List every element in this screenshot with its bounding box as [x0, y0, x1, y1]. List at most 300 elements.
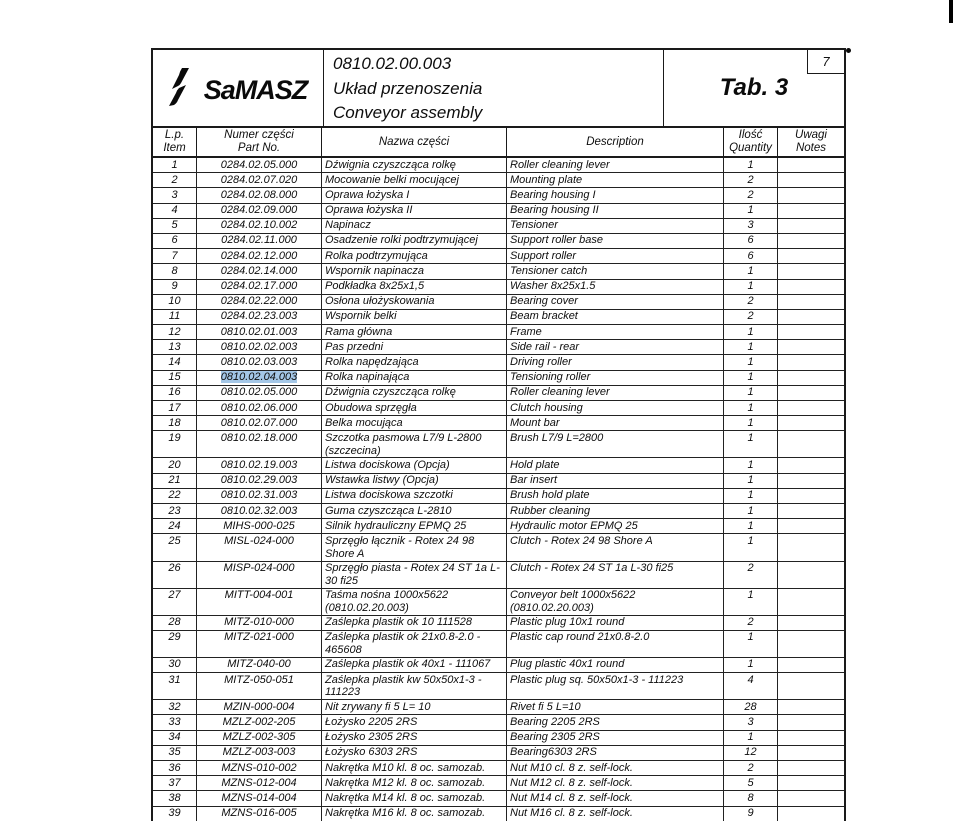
cell-description-english: Plastic plug 10x1 round: [507, 616, 724, 630]
cell-description-english: Nut M16 cl. 8 z. self-lock.: [507, 807, 724, 821]
table-row: [153, 371, 844, 386]
cell-notes: [778, 340, 844, 354]
cell-description-english: Bar insert: [507, 474, 724, 488]
cell-item-number: 12: [153, 325, 197, 339]
part-number-text: MZIN-000-004: [223, 700, 295, 713]
cell-name-polish: Łożysko 2205 2RS: [322, 715, 507, 729]
part-number-text: 0810.02.18.000: [220, 431, 298, 444]
cell-quantity: 1: [724, 589, 778, 615]
cell-quantity: 1: [724, 534, 778, 560]
part-number-text: 0810.02.03.003: [220, 355, 298, 368]
cell-item-number: 38: [153, 791, 197, 805]
table-row: [153, 807, 844, 821]
cell-part-number: [197, 204, 322, 218]
cell-item-number: 2: [153, 173, 197, 187]
cell-name-polish: Wstawka listwy (Opcja): [322, 474, 507, 488]
cell-notes: [778, 280, 844, 294]
cell-notes: [778, 776, 844, 790]
cell-name-polish: Listwa dociskowa szczotki: [322, 489, 507, 503]
table-row: [153, 280, 844, 295]
cell-name-polish: Szczotka pasmowa L7/9 L-2800 (szczecina): [322, 431, 507, 457]
column-header-part-no: [197, 128, 322, 156]
table-row: [153, 489, 844, 504]
cell-quantity: 1: [724, 458, 778, 472]
cell-item-number: 1: [153, 158, 197, 172]
table-row: [153, 776, 844, 791]
cell-name-polish: Taśma nośna 1000x5622 (0810.02.20.003): [322, 589, 507, 615]
cell-quantity: 1: [724, 519, 778, 533]
cell-part-number: [197, 776, 322, 790]
column-header-part-pl: Numer części: [224, 129, 294, 141]
table-row: [153, 700, 844, 715]
part-number-text: MIHS-000-025: [223, 519, 295, 532]
cell-description-english: Mounting plate: [507, 173, 724, 187]
cell-notes: [778, 249, 844, 263]
cell-name-polish: Nakrętka M16 kl. 8 oc. samozab.: [322, 807, 507, 821]
cell-name-polish: Rolka podtrzymująca: [322, 249, 507, 263]
assembly-title-english: Conveyor assembly: [333, 103, 483, 123]
part-number-text: 0810.02.07.000: [220, 416, 298, 429]
cell-name-polish: Osłona ułożyskowania: [322, 295, 507, 309]
cell-description-english: Plug plastic 40x1 round: [507, 658, 724, 672]
selected-part-number[interactable]: 0810.02.04.003: [220, 371, 298, 384]
cell-notes: [778, 204, 844, 218]
cell-quantity: 6: [724, 234, 778, 248]
cell-part-number: [197, 173, 322, 187]
cell-part-number: [197, 295, 322, 309]
cell-description-english: Tensioner: [507, 219, 724, 233]
column-header-item-en: Item: [163, 142, 186, 154]
part-number-text: 0810.02.29.003: [220, 474, 298, 487]
part-number-text: MISL-024-000: [224, 534, 294, 547]
cell-part-number: [197, 355, 322, 369]
cell-item-number: 24: [153, 519, 197, 533]
cell-notes: [778, 791, 844, 805]
cell-item-number: 19: [153, 431, 197, 457]
cell-description-english: Rivet fi 5 L=10: [507, 700, 724, 714]
cell-quantity: 1: [724, 371, 778, 385]
cell-part-number: [197, 616, 322, 630]
part-number-text: MITT-004-001: [224, 589, 294, 602]
cell-item-number: 6: [153, 234, 197, 248]
cell-quantity: 1: [724, 340, 778, 354]
cell-part-number: [197, 249, 322, 263]
cell-part-number: [197, 700, 322, 714]
table-row: [153, 355, 844, 370]
cell-quantity: 1: [724, 658, 778, 672]
part-number-text: 0284.02.05.000: [220, 158, 298, 171]
cell-name-polish: Dźwignia czyszcząca rolkę: [322, 386, 507, 400]
cell-name-polish: Sprzęgło piasta - Rotex 24 ST 1a L-30 fi25: [322, 562, 507, 588]
cell-part-number: [197, 761, 322, 775]
column-header-notes: [778, 128, 844, 156]
logo-wordmark: SaMASZ: [203, 74, 308, 105]
part-number-text: 0284.02.22.000: [220, 295, 298, 308]
cell-notes: [778, 761, 844, 775]
cell-notes: [778, 401, 844, 415]
cell-part-number: [197, 234, 322, 248]
cell-name-polish: Rolka napinająca: [322, 371, 507, 385]
cell-item-number: 27: [153, 589, 197, 615]
column-header-notes-pl: Uwagi: [795, 129, 827, 141]
cell-part-number: [197, 504, 322, 518]
cell-notes: [778, 519, 844, 533]
cell-description-english: Hold plate: [507, 458, 724, 472]
cell-part-number: [197, 416, 322, 430]
cell-part-number: [197, 371, 322, 385]
table-row: [153, 295, 844, 310]
cell-description-english: Plastic cap round 21x0.8-2.0: [507, 631, 724, 657]
cell-item-number: 35: [153, 746, 197, 760]
cell-notes: [778, 562, 844, 588]
cell-description-english: Bearing6303 2RS: [507, 746, 724, 760]
cell-quantity: 2: [724, 616, 778, 630]
cell-item-number: 36: [153, 761, 197, 775]
cell-item-number: 29: [153, 631, 197, 657]
cell-part-number: [197, 219, 322, 233]
cell-quantity: 2: [724, 562, 778, 588]
cell-name-polish: Łożysko 2305 2RS: [322, 731, 507, 745]
part-number-text: 0284.02.10.002: [220, 219, 298, 232]
part-number-text: MZLZ-002-305: [222, 731, 296, 744]
cell-item-number: 17: [153, 401, 197, 415]
cell-part-number: [197, 519, 322, 533]
cell-name-polish: Listwa dociskowa (Opcja): [322, 458, 507, 472]
table-row: [153, 431, 844, 458]
cell-name-polish: Zaślepka plastik ok 10 111528: [322, 616, 507, 630]
cell-name-polish: Osadzenie rolki podtrzymującej: [322, 234, 507, 248]
cell-part-number: [197, 431, 322, 457]
cell-part-number: [197, 589, 322, 615]
cell-part-number: [197, 280, 322, 294]
cell-description-english: Tensioning roller: [507, 371, 724, 385]
cell-name-polish: Silnik hydrauliczny EPMQ 25: [322, 519, 507, 533]
cell-quantity: 2: [724, 188, 778, 202]
column-header-qty-en: Quantity: [729, 142, 772, 154]
table-row: [153, 416, 844, 431]
cell-description-english: Side rail - rear: [507, 340, 724, 354]
cell-quantity: 1: [724, 731, 778, 745]
table-row: [153, 401, 844, 416]
parts-table-body: [153, 158, 844, 821]
cell-quantity: 2: [724, 761, 778, 775]
cell-name-polish: Napinacz: [322, 219, 507, 233]
cell-description-english: Tensioner catch: [507, 264, 724, 278]
cell-item-number: 21: [153, 474, 197, 488]
cell-description-english: Plastic plug sq. 50x50x1-3 - 111223: [507, 673, 724, 699]
cell-notes: [778, 386, 844, 400]
part-number-text: MISP-024-000: [223, 562, 295, 574]
part-number-text: MITZ-021-000: [224, 631, 294, 644]
cell-part-number: [197, 340, 322, 354]
cell-notes: [778, 458, 844, 472]
column-header-description-en: Description: [586, 135, 644, 148]
cell-notes: [778, 416, 844, 430]
cell-part-number: [197, 188, 322, 202]
cell-description-english: Bearing cover: [507, 295, 724, 309]
cell-description-english: Hydraulic motor EPMQ 25: [507, 519, 724, 533]
cell-quantity: 2: [724, 295, 778, 309]
table-row: [153, 761, 844, 776]
cell-item-number: 18: [153, 416, 197, 430]
cell-quantity: 5: [724, 776, 778, 790]
table-row: [153, 519, 844, 534]
part-number-text: MZNS-010-002: [221, 761, 297, 774]
cell-notes: [778, 219, 844, 233]
part-number-text: MZNS-016-005: [221, 807, 297, 820]
cell-name-polish: Obudowa sprzęgła: [322, 401, 507, 415]
cell-part-number: [197, 401, 322, 415]
table-row: [153, 658, 844, 673]
cell-name-polish: Sprzęgło łącznik - Rotex 24 98 Shore A: [322, 534, 507, 560]
cell-name-polish: Dźwignia czyszcząca rolkę: [322, 158, 507, 172]
cell-notes: [778, 700, 844, 714]
part-number-text: 0810.02.19.003: [220, 458, 298, 471]
cell-quantity: 6: [724, 249, 778, 263]
cell-notes: [778, 504, 844, 518]
cell-part-number: [197, 673, 322, 699]
cell-name-polish: Guma czyszcząca L-2810: [322, 504, 507, 518]
cell-description-english: Washer 8x25x1.5: [507, 280, 724, 294]
part-number-text: 0810.02.06.000: [220, 401, 298, 414]
cell-notes: [778, 264, 844, 278]
cell-notes: [778, 631, 844, 657]
cell-description-english: Clutch housing: [507, 401, 724, 415]
cell-name-polish: Zaślepka plastik kw 50x50x1-3 - 111223: [322, 673, 507, 699]
cell-notes: [778, 746, 844, 760]
table-row: [153, 715, 844, 730]
part-number-text: 0284.02.12.000: [220, 249, 298, 262]
cell-quantity: 1: [724, 204, 778, 218]
table-row: [153, 310, 844, 325]
cell-part-number: [197, 746, 322, 760]
cell-notes: [778, 371, 844, 385]
cell-part-number: [197, 458, 322, 472]
column-header-item-pl: L.p.: [164, 129, 185, 141]
cell-quantity: 1: [724, 489, 778, 503]
column-header-qty-pl: Ilość: [738, 129, 763, 141]
cell-name-polish: Pas przedni: [322, 340, 507, 354]
cell-quantity: 1: [724, 325, 778, 339]
column-header-row: [153, 128, 844, 158]
part-number-text: 0810.02.05.000: [220, 386, 298, 399]
cell-item-number: 11: [153, 310, 197, 324]
cell-notes: [778, 295, 844, 309]
table-row: [153, 673, 844, 700]
cell-notes: [778, 355, 844, 369]
part-number-text: 0284.02.23.003: [220, 310, 298, 323]
part-number-text: 0284.02.09.000: [220, 204, 298, 217]
cell-item-number: 7: [153, 249, 197, 263]
cell-description-english: Nut M14 cl. 8 z. self-lock.: [507, 791, 724, 805]
part-number-text: MITZ-010-000: [224, 616, 294, 629]
table-row: [153, 173, 844, 188]
assembly-title-polish: Układ przenoszenia: [333, 78, 483, 98]
part-number-text: MITZ-040-00: [227, 658, 291, 671]
column-header-part-en: Part No.: [237, 142, 281, 154]
table-row: [153, 746, 844, 761]
cell-item-number: 37: [153, 776, 197, 790]
cell-quantity: 1: [724, 631, 778, 657]
cell-name-polish: Zaślepka plastik ok 21x0.8-2.0 - 465608: [322, 631, 507, 657]
cell-name-polish: Oprawa łożyska II: [322, 204, 507, 218]
cell-quantity: 3: [724, 715, 778, 729]
cell-name-polish: Wspornik belki: [322, 310, 507, 324]
cell-notes: [778, 325, 844, 339]
table-title-band: [153, 50, 844, 128]
cell-description-english: Bearing 2305 2RS: [507, 731, 724, 745]
cell-item-number: 22: [153, 489, 197, 503]
cell-quantity: 1: [724, 416, 778, 430]
cell-item-number: 9: [153, 280, 197, 294]
cell-notes: [778, 234, 844, 248]
cell-description-english: Brush L7/9 L=2800: [507, 431, 724, 457]
cell-notes: [778, 731, 844, 745]
cell-item-number: 15: [153, 371, 197, 385]
part-number-text: MZLZ-002-205: [222, 715, 296, 728]
cell-notes: [778, 474, 844, 488]
cell-part-number: [197, 474, 322, 488]
column-header-name-pl: Nazwa części: [378, 135, 450, 148]
cell-item-number: 28: [153, 616, 197, 630]
cell-item-number: 13: [153, 340, 197, 354]
table-row: [153, 340, 844, 355]
cell-item-number: 16: [153, 386, 197, 400]
cell-item-number: 3: [153, 188, 197, 202]
cell-description-english: Brush hold plate: [507, 489, 724, 503]
column-header-notes-en: Notes: [795, 142, 827, 154]
page-number-box: 7: [807, 50, 844, 74]
cell-notes: [778, 310, 844, 324]
part-number-text: 0810.02.32.003: [220, 504, 298, 517]
cell-name-polish: Wspornik napinacza: [322, 264, 507, 278]
table-row: [153, 562, 844, 589]
cell-quantity: 2: [724, 173, 778, 187]
cell-part-number: [197, 386, 322, 400]
cell-name-polish: Nakrętka M12 kl. 8 oc. samozab.: [322, 776, 507, 790]
cell-notes: [778, 673, 844, 699]
cell-quantity: 4: [724, 673, 778, 699]
part-number-text: MZNS-014-004: [221, 791, 297, 804]
cell-quantity: 3: [724, 219, 778, 233]
table-row: [153, 474, 844, 489]
cell-part-number: [197, 807, 322, 821]
table-row: [153, 264, 844, 279]
cell-description-english: Support roller: [507, 249, 724, 263]
table-row: [153, 158, 844, 173]
part-number-text: MZLZ-003-003: [222, 746, 296, 759]
cell-notes: [778, 616, 844, 630]
part-number-text: MZNS-012-004: [221, 776, 297, 789]
cell-item-number: 34: [153, 731, 197, 745]
table-row: [153, 631, 844, 658]
column-header-quantity: [724, 128, 778, 156]
cell-description-english: Frame: [507, 325, 724, 339]
table-row: [153, 325, 844, 340]
cell-quantity: 9: [724, 807, 778, 821]
cell-part-number: [197, 731, 322, 745]
cell-quantity: 8: [724, 791, 778, 805]
cell-description-english: Clutch - Rotex 24 98 Shore A: [507, 534, 724, 560]
cell-quantity: 1: [724, 401, 778, 415]
cell-item-number: 26: [153, 562, 197, 588]
cell-item-number: 25: [153, 534, 197, 560]
column-header-description: [507, 128, 724, 156]
document-number: 0810.02.00.003: [333, 54, 452, 74]
cell-item-number: 31: [153, 673, 197, 699]
cell-description-english: Conveyor belt 1000x5622 (0810.02.20.003): [507, 589, 724, 615]
cell-item-number: 33: [153, 715, 197, 729]
cell-name-polish: Belka mocująca: [322, 416, 507, 430]
cell-part-number: [197, 791, 322, 805]
part-number-text: 0810.02.01.003: [220, 325, 298, 338]
cell-name-polish: Nit zrywany fi 5 L= 10: [322, 700, 507, 714]
cell-quantity: 1: [724, 504, 778, 518]
cell-notes: [778, 715, 844, 729]
part-number-text: MITZ-050-051: [224, 673, 294, 686]
cell-name-polish: Rolka napędzająca: [322, 355, 507, 369]
screen-edge-artifact: [949, 0, 953, 23]
cell-description-english: Clutch - Rotex 24 ST 1a L-30 fi25: [507, 562, 724, 588]
cell-item-number: 32: [153, 700, 197, 714]
cell-item-number: 20: [153, 458, 197, 472]
cell-name-polish: Rama główna: [322, 325, 507, 339]
cell-notes: [778, 188, 844, 202]
column-header-item: [153, 128, 197, 156]
part-number-text: 0284.02.17.000: [220, 280, 298, 292]
table-row: [153, 204, 844, 219]
cell-part-number: [197, 158, 322, 172]
cell-quantity: 1: [724, 474, 778, 488]
table-row: [153, 791, 844, 806]
table-row: [153, 188, 844, 203]
table-row: [153, 234, 844, 249]
cell-name-polish: Podkładka 8x25x1,5: [322, 280, 507, 294]
cell-description-english: Nut M10 cl. 8 z. self-lock.: [507, 761, 724, 775]
title-cell: [324, 50, 664, 126]
cell-description-english: Nut M12 cl. 8 z. self-lock.: [507, 776, 724, 790]
cell-notes: [778, 534, 844, 560]
cell-name-polish: Nakrętka M10 kl. 8 oc. samozab.: [322, 761, 507, 775]
part-number-text: 0810.02.02.003: [220, 340, 298, 353]
table-row: [153, 504, 844, 519]
samasz-lightning-icon: [169, 67, 199, 112]
cell-description-english: Beam bracket: [507, 310, 724, 324]
cell-name-polish: Łożysko 6303 2RS: [322, 746, 507, 760]
table-row: [153, 731, 844, 746]
table-row: [153, 219, 844, 234]
cell-item-number: 4: [153, 204, 197, 218]
part-number-text: 0284.02.11.000: [221, 234, 297, 247]
part-number-text: 0810.02.31.003: [220, 489, 298, 502]
cell-description-english: Support roller base: [507, 234, 724, 248]
part-number-text: 0284.02.08.000: [220, 188, 298, 201]
cell-item-number: 39: [153, 807, 197, 821]
cell-item-number: 8: [153, 264, 197, 278]
cell-notes: [778, 431, 844, 457]
table-row: [153, 616, 844, 631]
column-header-name: [322, 128, 507, 156]
logo-cell: [153, 50, 324, 126]
cell-part-number: [197, 310, 322, 324]
tab-cell: [664, 50, 844, 126]
cell-description-english: Roller cleaning lever: [507, 158, 724, 172]
cell-item-number: 23: [153, 504, 197, 518]
cell-name-polish: Zaślepka plastik ok 40x1 - 111067: [322, 658, 507, 672]
cell-quantity: 1: [724, 158, 778, 172]
cell-part-number: [197, 715, 322, 729]
part-number-text: 0284.02.14.000: [220, 264, 298, 277]
